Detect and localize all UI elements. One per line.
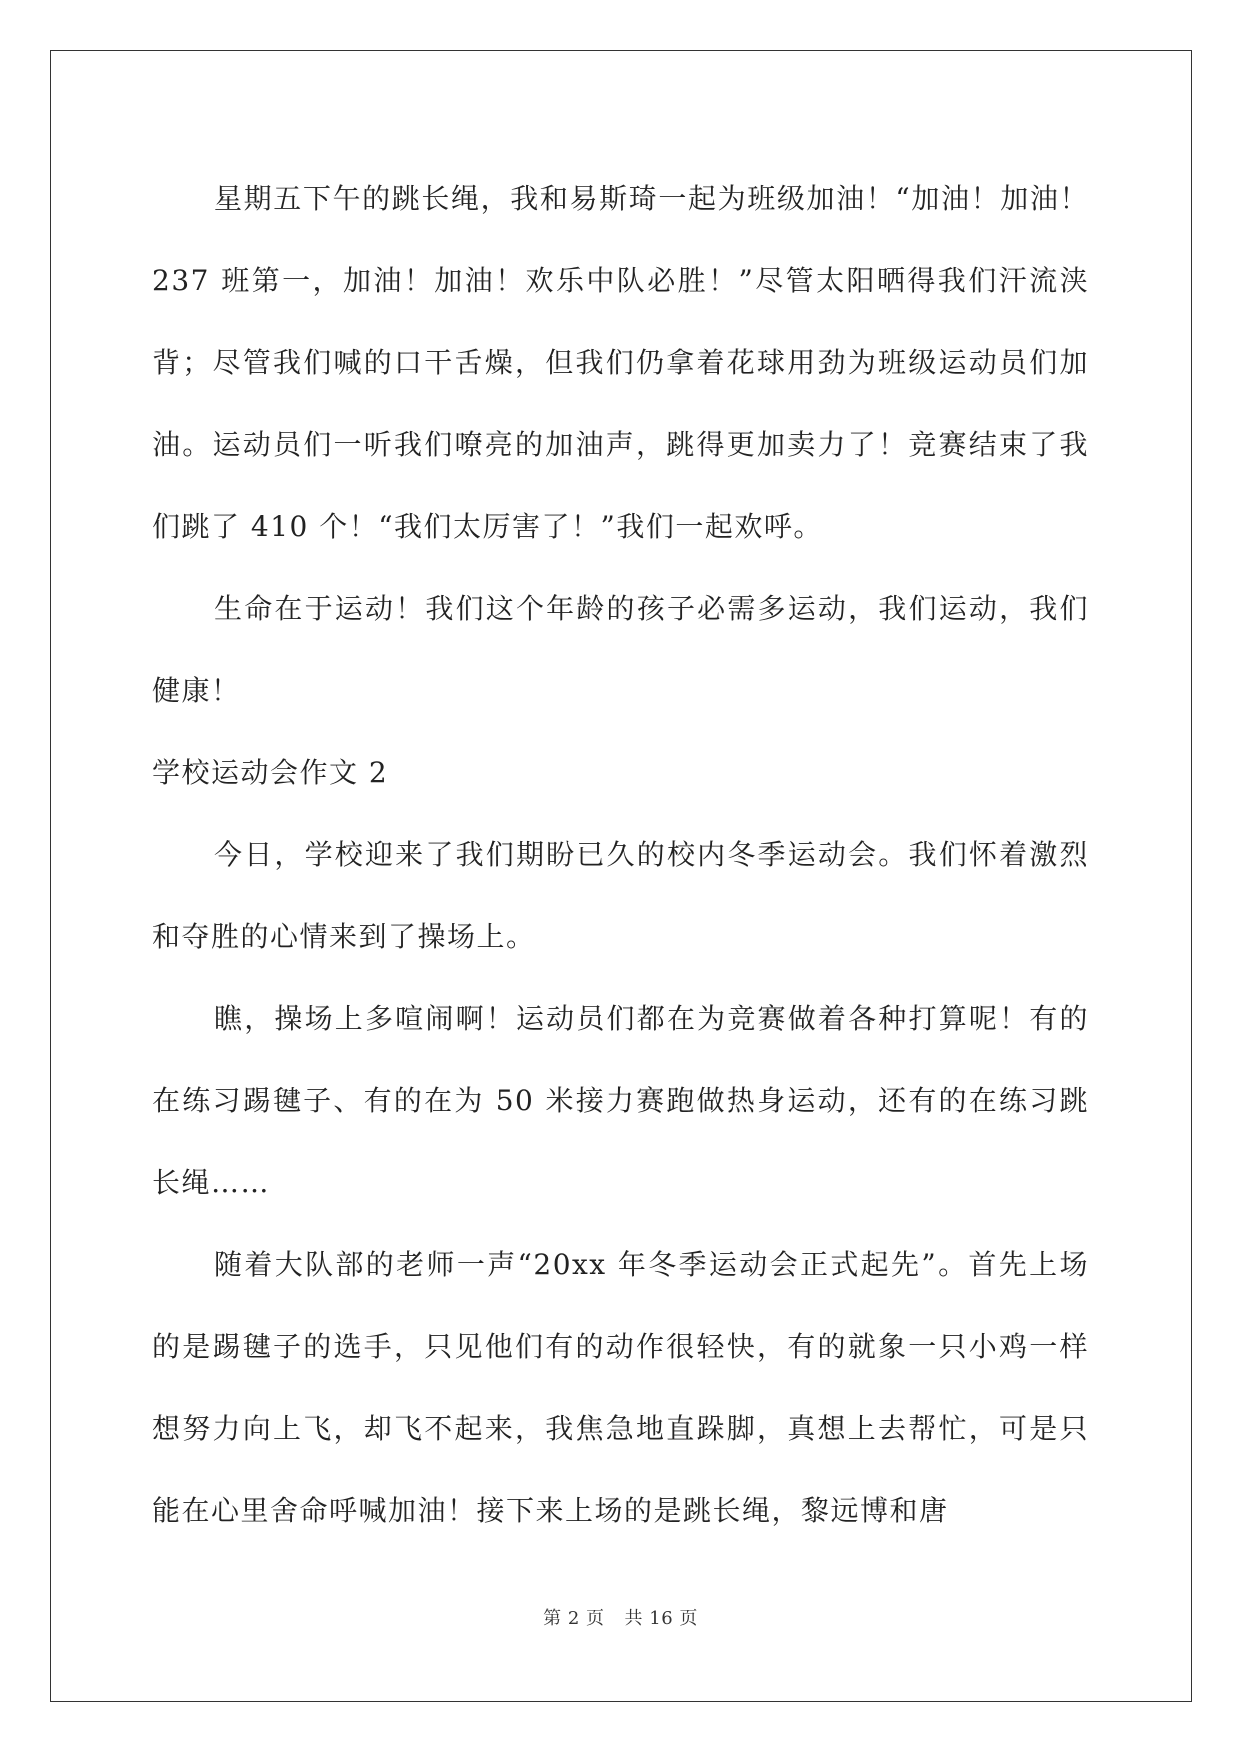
page-number: 第 2 页 xyxy=(543,1608,605,1629)
paragraph-winter-games: 今日，学校迎来了我们期盼已久的校内冬季运动会。我们怀着激烈和夺胜的心情来到了操场上。 xyxy=(152,838,1089,953)
document-body xyxy=(152,158,1089,1552)
paragraph-games-start: 随着大队部的老师一声“20xx 年冬季运动会正式起先”。首先上场的是踢毽子的选手，只见他们有的动作很轻快，有的就象一只小鸡一样想努力向上飞，却飞不起来，我焦急地直跺脚，真想上去帮忙，可是只能在心里舍命呼喊加油！接下来上场的是跳长绳，黎远博和唐 xyxy=(152,1248,1089,1527)
paragraph-life-in-sport: 生命在于运动！我们这个年龄的孩子必需多运动，我们运动，我们健康！ xyxy=(152,592,1089,707)
paragraph-playground: 瞧，操场上多喧闹啊！运动员们都在为竞赛做着各种打算呢！有的在练习踢毽子、有的在为 50 米接力赛跑做热身运动，还有的在练习跳长绳…… xyxy=(152,1002,1089,1199)
section-heading: 学校运动会作文 2 xyxy=(152,756,389,789)
paragraph-rope-skipping: 星期五下午的跳长绳，我和易斯琦一起为班级加油！“加油！加油！237 班第一，加油！加油！欢乐中队必胜！”尽管太阳晒得我们汗流浃背；尽管我们喊的口干舌燥，但我们仍拿着花球用劲为班级运动员们加油。运动员们一听我们嘹亮的加油声，跳得更加卖力了！竞赛结束了我们跳了 410 个！“我们太厉害了！”我们一起欢呼。 xyxy=(152,182,1089,543)
page-total: 共 16 页 xyxy=(624,1608,698,1629)
page-footer xyxy=(0,1604,1241,1630)
